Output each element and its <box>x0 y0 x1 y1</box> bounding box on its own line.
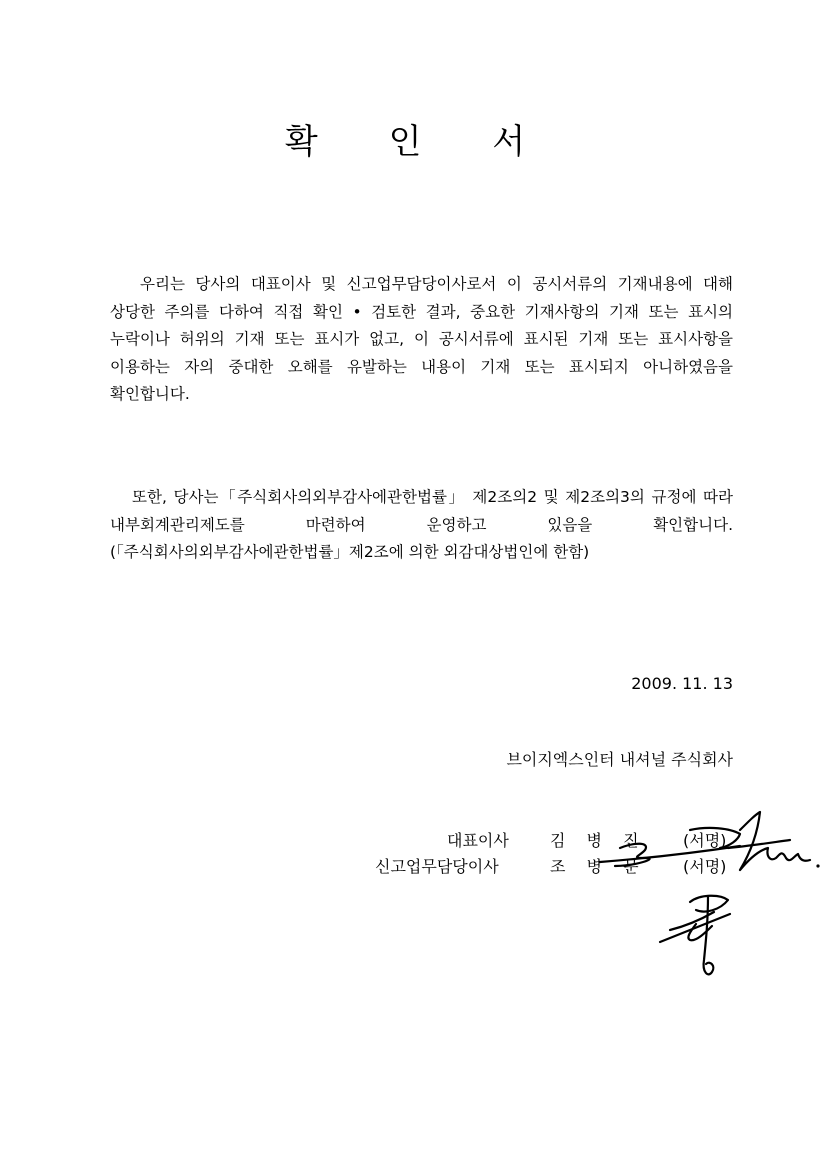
confirmation-paragraph: 우리는 당사의 대표이사 및 신고업무담당이사로서 이 공시서류의 기재내용에 대해 상당한 주의를 다하여 직접 확인 • 검토한 결과, 중요한 기재사항의 기재 또는 표시의 누락이나 허위의 기재 또는 표시가 없고, 이 공시서류에 표시된 기재 또는 표시사항을 이용하는 자의 중대한 오해를 유발하는 내용이 기재 또는 표시되지 아니하였음을 확인합니다. <box>110 275 733 404</box>
internal-control-paragraph: 또한, 당사는「주식회사의외부감사에관한법률」 제2조의2 및 제2조의3의 규정에 따라 내부회계관리제도를 마련하여 운영하고 있음을 확인합니다.(「주식회사의외부감사에관한법률」제2조에 의한 외감대상법인에 한함) <box>110 488 733 562</box>
signatory-name: 조 병 문 <box>550 857 647 876</box>
signatory-role: 신고업무담당이사 <box>375 857 499 876</box>
handwritten-signature-disclosure-officer <box>650 880 760 990</box>
signature-label: (서명) <box>683 831 727 850</box>
document-title: 확 인 서 <box>284 122 556 162</box>
document-date: 2009. 11. 13 <box>631 674 733 693</box>
signature-label: (서명) <box>683 857 727 876</box>
signatory-name: 김 병 진 <box>550 831 647 850</box>
signatory-role: 대표이사 <box>447 831 509 850</box>
company-name: 브이지엑스인터 내셔널 주식회사 <box>506 750 733 769</box>
